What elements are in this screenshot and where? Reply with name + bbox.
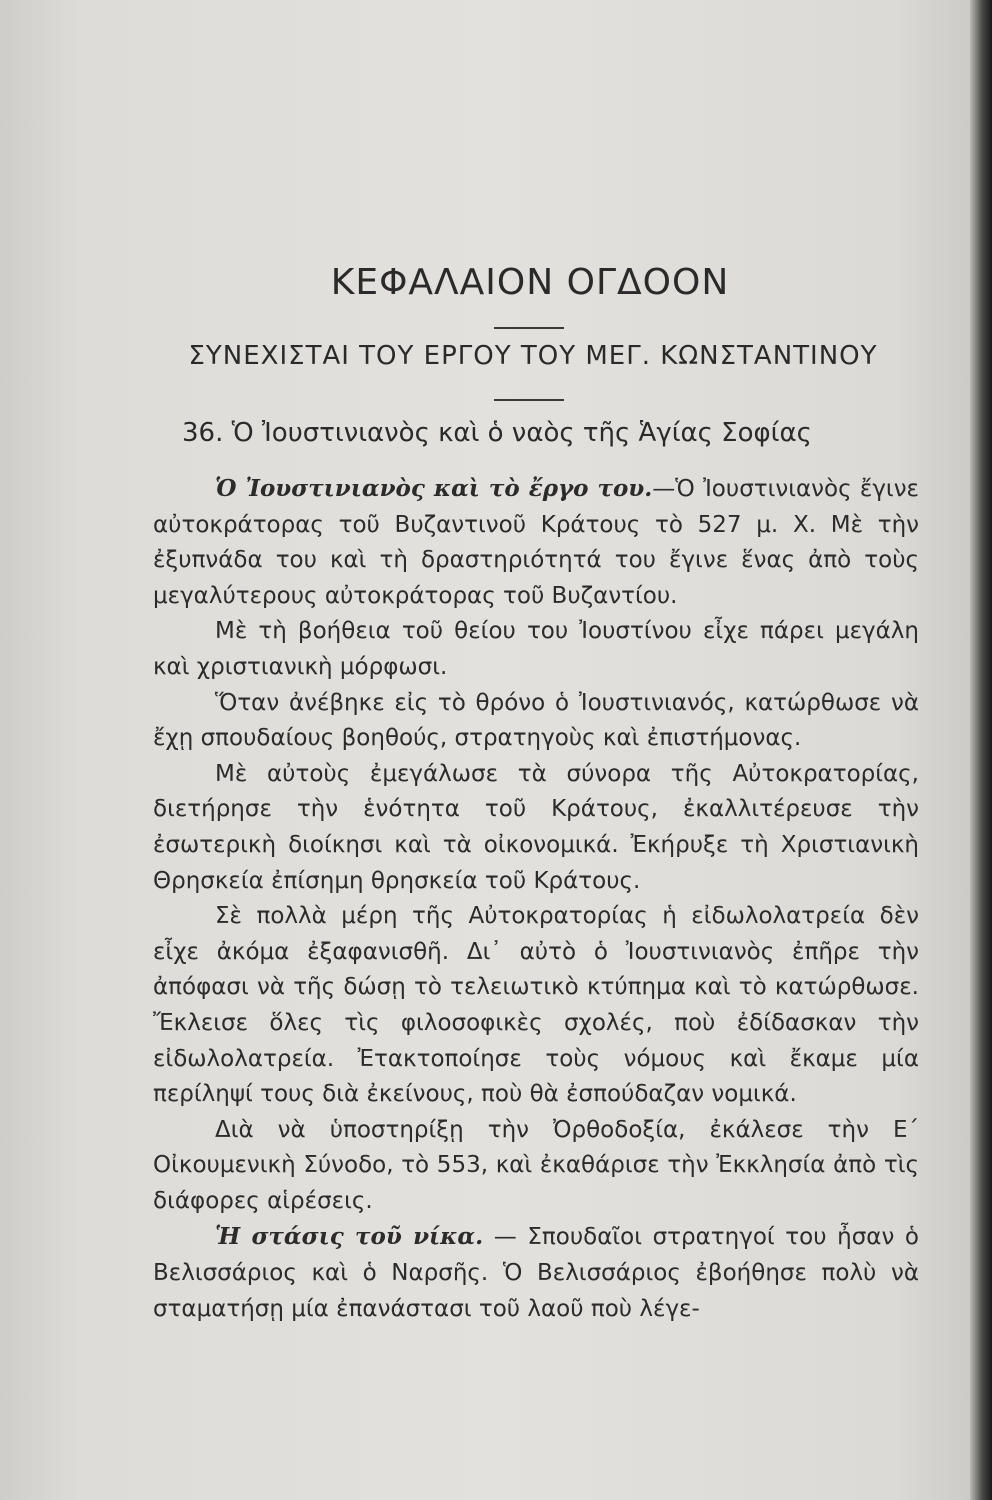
paragraph (153, 686, 919, 757)
paragraph-heading: Ἡ στάσις τοῦ νίκα. (215, 1223, 484, 1251)
paragraph-text: Διὰ νὰ ὑποστηρίξῃ τὴν Ὀρθοδοξία, ἐκάλεσε τὴν Ε΄ Οἰκουμενικὴ Σύνοδο, τὸ 553, καὶ ἐκαθάρισε τὴν Ἐκκλησία ἀπὸ τὶς διάφορες αἱρέσεις. (153, 1116, 919, 1214)
page-edge-shadow (970, 0, 992, 1500)
paragraph-heading: Ὁ Ἰουστινιανὸς καὶ τὸ ἔργο του. (215, 475, 653, 502)
body-text (153, 471, 919, 1327)
divider-rule (494, 399, 564, 401)
paragraph (153, 1219, 919, 1327)
paragraph (153, 614, 919, 685)
paragraph-text: Σὲ πολλὰ μέρη τῆς Αὐτοκρατορίας ἡ εἰδωλολατρεία δὲν εἶχε ἀκόμα ἐξαφανισθῆ. Δι᾽ αὐτὸ ὁ Ἰουστινιανὸς ἐπῆρε τὴν ἀπόφασι νὰ τῆς δώσῃ τὸ τελειωτικὸ κτύπημα καὶ τὸ κατώρθωσε. Ἔκλεισε ὅλες τὶς φιλοσοφικὲς σχολές, ποὺ ἐδίδασκαν τὴν εἰδωλολατρεία. Ἐτακτοποίησε τοὺς νόμους καὶ ἔκαμε μία περίληψί τους διὰ ἐκείνους, ποὺ θὰ ἐσπούδαζαν νομικά. (153, 903, 919, 1108)
paragraph (153, 899, 919, 1113)
lesson-subtitle: 36. Ὁ Ἰουστινιανὸς καὶ ὁ ναὸς τῆς Ἁγίας Σοφίας (182, 418, 812, 448)
paragraph (153, 1113, 919, 1220)
paragraph-text: Ὅταν ἀνέβηκε εἰς τὸ θρόνο ὁ Ἰουστινιανός, κατώρθωσε νὰ ἔχῃ σπουδαίους βοηθούς, στρατηγοὺς καὶ ἐπιστήμονας. (153, 689, 919, 752)
divider-rule (494, 327, 564, 329)
paragraph-text: Μὲ τὴ βοήθεια τοῦ θείου του Ἰουστίνου εἶχε πάρει μεγάλη καὶ χριστιανικὴ μόρφωσι. (153, 618, 919, 680)
section-title: ΣΥΝΕΧΙΣΤΑΙ ΤΟΥ ΕΡΓΟΥ ΤΟΥ ΜΕΓ. ΚΩΝΣΤΑΝΤΙΝΟΥ (188, 341, 878, 371)
paragraph-text: — Σπουδαῖοι στρατηγοί του ἦσαν ὁ Βελισσάριος καὶ ὁ Ναρσῆς. Ὁ Βελισσάριος ἐβοήθησε πολὺ νὰ σταματήσῃ μία ἐπανάστασι τοῦ λαοῦ ποὺ λέγε- (153, 1224, 919, 1322)
paragraph-text: —Ὁ Ἰουστινιανὸς ἔγινε αὐτοκράτορας τοῦ Βυζαντινοῦ Κράτους τὸ 527 μ. Χ. Μὲ τὴν ἐξυπνάδα του καὶ τὴ δραστηριότητά του ἔγινε ἕνας ἀπὸ τοὺς μεγαλύτερους αὐτοκράτορας τοῦ Βυζαντίου. (153, 476, 919, 609)
paragraph (153, 757, 919, 899)
paragraph (153, 471, 919, 614)
paragraph-text: Μὲ αὐτοὺς ἐμεγάλωσε τὰ σύνορα τῆς Αὐτοκρατορίας, διετήρησε τὴν ἑνότητα τοῦ Κράτους, ἐκαλλιτέρευσε τὴν ἐσωτερικὴ διοίκησι καὶ τὰ οἰκονομικά. Ἐκήρυξε τὴ Χριστιανικὴ Θρησκεία ἐπίσημη θρησκεία τοῦ Κράτους. (153, 760, 919, 894)
chapter-title: ΚΕΦΑΛΑΙΟΝ ΟΓΔΟΟΝ (330, 262, 730, 303)
